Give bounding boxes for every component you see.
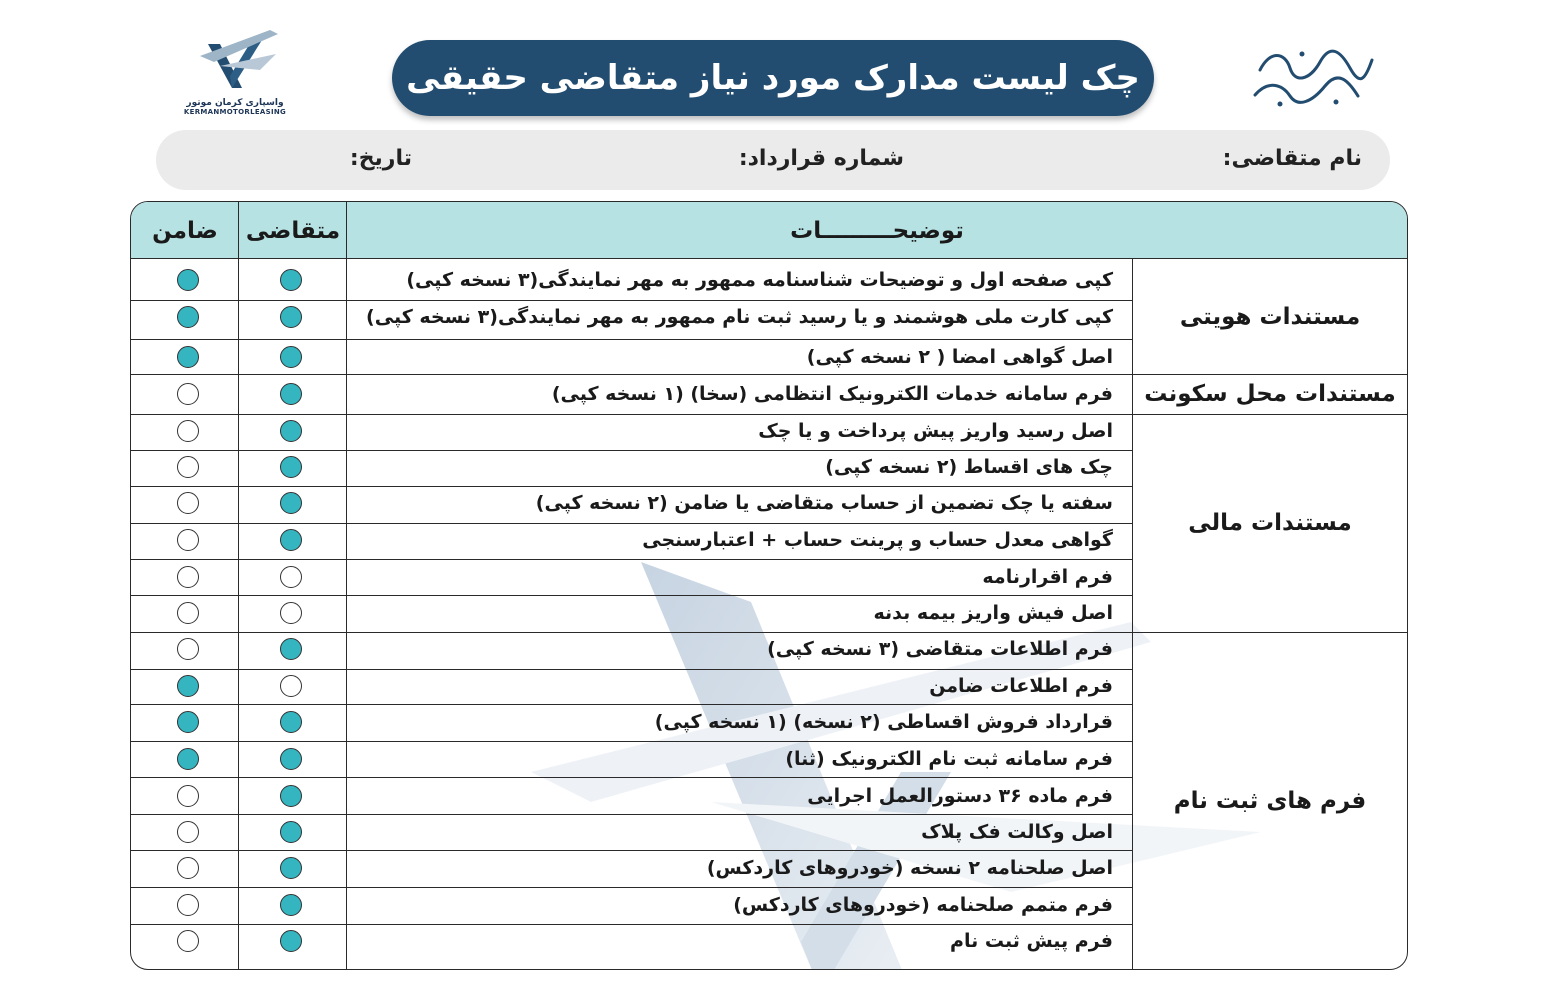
- guarantor-check-circle[interactable]: [177, 492, 199, 514]
- date-label: تاریخ:: [349, 146, 412, 171]
- applicant-check-circle[interactable]: [280, 529, 302, 551]
- category-registration-forms: فرم های ثبت نام: [1173, 787, 1367, 814]
- row-description: سفته یا چک تضمین از حساب متقاضی یا ضامن (۲ نسخه کپی): [535, 492, 1113, 514]
- applicant-check-circle[interactable]: [280, 306, 302, 328]
- guarantor-check-circle[interactable]: [177, 306, 199, 328]
- guarantor-check-circle[interactable]: [177, 456, 199, 478]
- guarantor-check-circle[interactable]: [177, 894, 199, 916]
- applicant-check-circle[interactable]: [280, 269, 302, 291]
- applicant-check-circle[interactable]: [280, 711, 302, 733]
- installment-sales-brand: [1240, 40, 1380, 110]
- guarantor-check-circle[interactable]: [177, 857, 199, 879]
- applicant-check-circle[interactable]: [280, 821, 302, 843]
- row-description: فرم اطلاعات ضامن: [929, 675, 1113, 697]
- guarantor-check-circle[interactable]: [177, 566, 199, 588]
- row-description: کپی صفحه اول و توضیحات شناسنامه ممهور به مهر نمایندگی(۳ نسخه کپی): [406, 269, 1113, 291]
- applicant-check-circle[interactable]: [280, 456, 302, 478]
- row-description: اصل صلحنامه ۲ نسخه (خودروهای کاردکس): [706, 857, 1113, 879]
- row-description: فرم سامانه خدمات الکترونیک انتظامی (سخا) (۱ نسخه کپی): [551, 383, 1113, 405]
- row-description: گواهی معدل حساب و پرینت حساب + اعتبارسنجی: [642, 529, 1113, 551]
- guarantor-check-circle[interactable]: [177, 821, 199, 843]
- guarantor-check-circle[interactable]: [177, 675, 199, 697]
- col-header-applicant: متقاضی: [245, 217, 341, 244]
- row-description: قرارداد فروش اقساطی (۲ نسخه) (۱ نسخه کپی): [654, 711, 1113, 733]
- applicant-check-circle[interactable]: [280, 602, 302, 624]
- applicant-check-circle[interactable]: [280, 566, 302, 588]
- guarantor-check-circle[interactable]: [177, 383, 199, 405]
- col-divider: [346, 202, 347, 969]
- applicant-check-circle[interactable]: [280, 638, 302, 660]
- guarantor-check-circle[interactable]: [177, 930, 199, 952]
- row-description: اصل گواهی امضا ( ۲ نسخه کپی): [806, 346, 1113, 368]
- category-identity: مستندات هویتی: [1179, 303, 1361, 330]
- col-divider: [238, 202, 239, 969]
- row-description: فرم ماده ۳۶ دستورالعمل اجرایی: [807, 785, 1113, 807]
- applicant-check-circle[interactable]: [280, 675, 302, 697]
- row-description: اصل رسید واریز پیش پرداخت و یا چک: [758, 420, 1113, 442]
- logo-name-fa: واسپاری کرمان موتور: [186, 98, 284, 108]
- guarantor-check-circle[interactable]: [177, 529, 199, 551]
- col-header-description: توضیحـــــــــات: [790, 217, 964, 244]
- guarantor-check-circle[interactable]: [177, 269, 199, 291]
- applicant-check-circle[interactable]: [280, 857, 302, 879]
- col-header-guarantor: ضامن: [152, 217, 218, 244]
- category-financial: مستندات مالی: [1188, 510, 1352, 536]
- applicant-check-circle[interactable]: [280, 383, 302, 405]
- row-description: فرم اقرارنامه: [982, 566, 1113, 588]
- row-description: کپی کارت ملی هوشمند و یا رسید ثبت نام ممهور به مهر نمایندگی(۳ نسخه کپی): [366, 306, 1113, 328]
- guarantor-check-circle[interactable]: [177, 638, 199, 660]
- applicant-check-circle[interactable]: [280, 930, 302, 952]
- page-title: چک لیست مدارک مورد نیاز متقاضی حقیقی: [392, 40, 1154, 116]
- row-description: چک های اقساط (۲ نسخه کپی): [825, 456, 1113, 478]
- guarantor-check-circle[interactable]: [177, 711, 199, 733]
- row-description: فرم اطلاعات متقاضی (۳ نسخه کپی): [767, 638, 1113, 660]
- guarantor-check-circle[interactable]: [177, 785, 199, 807]
- guarantor-check-circle[interactable]: [177, 602, 199, 624]
- brand-script-icon: [1240, 40, 1380, 110]
- applicant-check-circle[interactable]: [280, 492, 302, 514]
- applicant-check-circle[interactable]: [280, 420, 302, 442]
- applicant-name-label: نام متقاضی:: [1222, 146, 1362, 171]
- row-description: فرم سامانه ثبت نام الکترونیک (ثنا): [785, 748, 1113, 770]
- kerman-logo-icon: [190, 26, 280, 96]
- category-residence: مستندات محل سکونت: [1144, 381, 1396, 407]
- applicant-check-circle[interactable]: [280, 894, 302, 916]
- info-bar: [156, 130, 1390, 190]
- row-description: فرم متمم صلحنامه (خودروهای کاردکس): [733, 894, 1113, 916]
- company-logo: [180, 26, 290, 126]
- contract-number-label: شماره قرارداد:: [738, 146, 904, 171]
- guarantor-check-circle[interactable]: [177, 346, 199, 368]
- documents-checklist-table: [130, 201, 1408, 970]
- guarantor-check-circle[interactable]: [177, 748, 199, 770]
- applicant-check-circle[interactable]: [280, 346, 302, 368]
- col-divider: [1132, 259, 1133, 969]
- applicant-check-circle[interactable]: [280, 785, 302, 807]
- row-description: اصل وکالت فک پلاک: [921, 821, 1113, 843]
- applicant-check-circle[interactable]: [280, 748, 302, 770]
- row-description: فرم پیش ثبت نام: [950, 930, 1113, 952]
- row-description: اصل فیش واریز بیمه بدنه: [873, 602, 1113, 624]
- guarantor-check-circle[interactable]: [177, 420, 199, 442]
- logo-name-en: KERMANMOTORLEASING: [183, 108, 287, 116]
